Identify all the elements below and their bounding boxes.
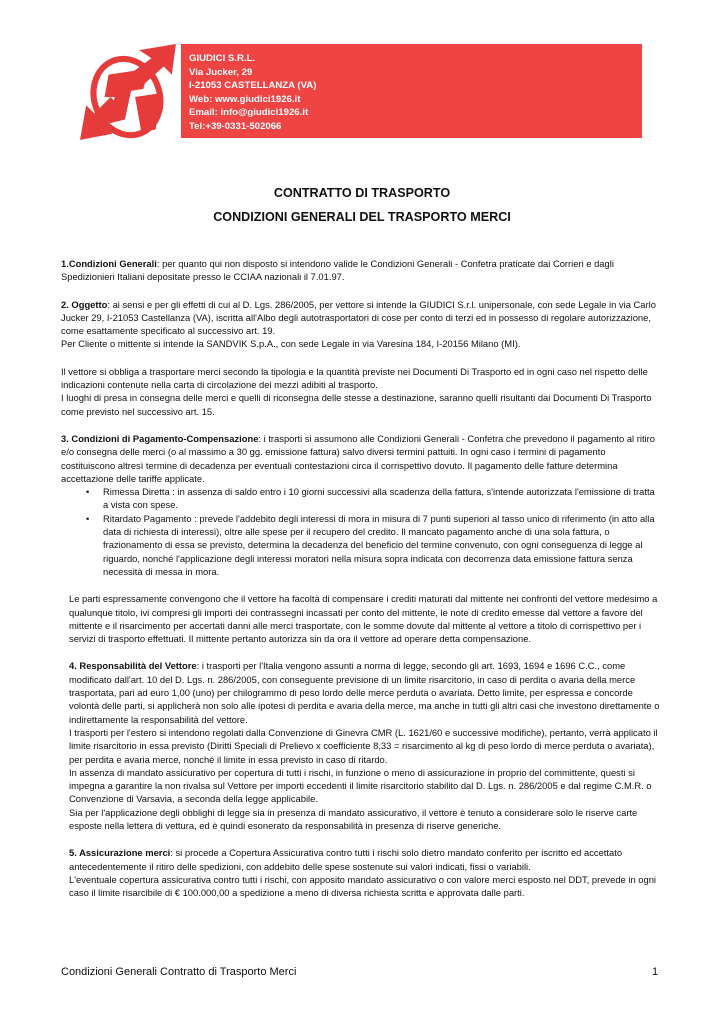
company-email[interactable]: Email: info@giudici1926.it bbox=[189, 107, 309, 119]
company-tel: Tel:+39-0331-502066 bbox=[189, 120, 282, 132]
section-4-heading: 4. Responsabilità del Vettore bbox=[69, 660, 197, 672]
giudici-logo-icon bbox=[78, 44, 180, 146]
section-4-text: : i trasporti per l'Italia vengono assunti a norma di legge, secondo gli art. 1693, 1694 e 1696 C.C., come modificato dall'art. 10 del D. Lgs. n. 286/2005, con conseguente previsione di un limite risarcitorio, in caso di perdita o avaria della merce trasportata, pari ad euro 1,00 (uno) per chilogrammo di peso lordo delle merce perduta o avariata. Detto limite, per espressa e concorde volontà delle parti, si applicherà non solo alle ipotesi di perdita e avaria della merce, ma anche in tutti gli altri casi che investono direttamente o indirettamente la responsabilità del vettore. bbox=[69, 660, 660, 725]
section-2 bbox=[61, 298, 661, 351]
section-1-text: : per quanto qui non disposto si intendono valide le Condizioni Generali - Confetra praticate dai Corrieri e dagli Spedizionieri Italiani depositate presso le CCIAA nazionali il 7.01.97. bbox=[61, 258, 614, 283]
company-address-street: Via Jucker, 29 bbox=[189, 66, 253, 78]
section-4-foreign: I trasporti per l'estero si intendono regolati dalla Convenzione di Ginevra CMR (L. 1621/60 e successive modifiche), pertanto, verrà applicato il limite risarcitorio in essa previsto (Diritti Speciali di Prelievo x coefficiente 8,33 = risarcimento al kg di peso lordo di merce perduta o avariata), per perdita e avaria merce, nonché il limite in essa previsto in caso di ritardo. bbox=[69, 726, 658, 765]
section-2-client: Per Cliente o mittente si intende la SANDVIK S.p.A., con sede Legale in via Varesina 184, I-20156 Milano (MI). bbox=[61, 338, 521, 350]
section-2-text: : ai sensi e per gli effetti di cui al D. Lgs. 286/2005, per vettore si intende la GIUDICI S.r.l. unipersonale, con sede Legale in via Carlo Jucker 29, I-21053 Castellanza (VA), iscritta all'Albo degli autotrasportatori di cose per conto di terzi ed in possesso di regolare autorizzazione, come esattamente specificato al successivo art. 19. bbox=[61, 298, 656, 337]
section-5-heading: 5. Assicurazione merci bbox=[69, 847, 171, 859]
page-number: 1 bbox=[652, 966, 659, 978]
section-5 bbox=[61, 846, 661, 899]
section-3-compensation: Le parti espressamente convengono che il vettore ha facoltà di compensare i crediti maturati dal mittente nei confronti del vettore medesimo a qualunque titolo, ivi compresi gli importi dei contrassegni incassati per conto del mittente, le note di credito emesse dal vettore a favore del mittente e il risarcimento per accertati danni alle merci trasportate, con le somme dovute dal mittente al vettore a titolo di corrispettivo per i servizi di trasporto effettuati. Il mittente pertanto autorizza sin da ora il vettore ad operare detta compensazione. bbox=[69, 593, 658, 645]
company-web[interactable]: Web: www.giudici1926.it bbox=[189, 93, 301, 105]
section-2-paragraph bbox=[61, 365, 661, 418]
company-address-city: I-21053 CASTELLANZA (VA) bbox=[189, 80, 317, 92]
list-item bbox=[61, 485, 661, 512]
section-3 bbox=[61, 432, 661, 485]
company-header bbox=[181, 44, 642, 138]
document-body bbox=[61, 257, 661, 913]
section-4 bbox=[61, 659, 661, 832]
list-item-text: Ritardato Pagamento : prevede l'addebito degli interessi di mora in misura di 7 punti superiori al tasso unico di riferimento (in atto alla data di richiesta di interessi), oltre alle spese per il recupero del credito. Il mancato pagamento anche di una sola fattura, o frazionamento di essa se previsto, determina la decadenza del beneficio del termine convenuto, con ogni conseguenza di legge al riguardo, nonché l'applicazione degli interessi moratori nella misura sopra indicata con decorrenza data emissione fattura senza necessità di messa in mora. bbox=[103, 512, 655, 577]
company-name: GIUDICI S.R.L. bbox=[189, 53, 256, 64]
section-2-obligation: Il vettore si obbliga a trasportare merci secondo la tipologia e la quantità previste nei Documenti Di Trasporto ed in ogni caso nel rispetto delle indicazioni contenute nella carta di circolazione dei mezzi adibiti al trasporto. bbox=[61, 365, 648, 391]
document-subtitle: CONDIZIONI GENERALI DEL TRASPORTO MERCI bbox=[213, 210, 511, 224]
section-3-list bbox=[61, 485, 661, 578]
section-4-reserves: Sia per l'applicazione degli obblighi di legge sia in presenza di mandato assicurativo, il vettore è tenuto a considerare solo le riserve carte esposte nella lettera di vettura, ed è quindi esonerato da responsabilità in presenza di riserve generiche. bbox=[69, 806, 638, 831]
footer-label: Condizioni Generali Contratto di Trasporto Merci bbox=[61, 966, 297, 978]
bullet-icon: • bbox=[86, 486, 90, 498]
section-5-text: : si procede a Copertura Assicurativa contro tutti i rischi solo dietro mandato conferito per iscritto ed accettato antecedentemente il ritiro delle spedizioni, con addebito delle spese sostenute sui valori indicati, fissi o variabili. bbox=[69, 847, 623, 872]
document-title: CONTRATTO DI TRASPORTO bbox=[273, 186, 451, 200]
list-item bbox=[61, 512, 661, 578]
section-3-text: : i trasporti si assumono alle Condizioni Generali - Confetra che prevedono il pagamento al ritiro e/o consegna delle merci (o al massimo a 30 gg. emissione fattura) salvo diversi termini pattuiti. In ogni caso i termini di pagamento costituiscono altresì termine di decadenza per eventuali contestazioni circa il corrispettivo dovuto. Il pagamento delle fatture determina accettazione delle tariffe applicate. bbox=[61, 432, 655, 484]
section-1 bbox=[61, 257, 661, 284]
section-2-heading: 2. Oggetto bbox=[61, 298, 108, 310]
section-3-heading: 3. Condizioni di Pagamento-Compensazione bbox=[61, 432, 259, 444]
section-5-limit: L'eventuale copertura assicurativa contro tutti i rischi, con apposito mandato assicurativo o con valore merci esposto nel DDT, prevede in ogni caso il limite risarcibile di € 100.000,00 a spedizione a meno di diversa richiesta scritta e approvata dalle parti. bbox=[69, 873, 656, 899]
section-1-heading: 1.Condizioni Generali bbox=[61, 258, 157, 269]
section-2-places: I luoghi di presa in consegna delle merci e quelli di riconsegna delle stesse a destinazione, saranno quelli risultanti dai Documenti Di Trasporto come previsto nel successivo art. 15. bbox=[61, 392, 652, 417]
bullet-icon: • bbox=[86, 512, 90, 524]
list-item-text: Rimessa Diretta : in assenza di saldo entro i 10 giorni successivi alla scadenza della fattura, s'intende autorizzata l'emissione di tratta a vista con spese. bbox=[103, 486, 655, 511]
section-4-insurance: In assenza di mandato assicurativo per copertura di tutti i rischi, in funzione o meno di assicurazione in proprio del committente, questi si impegna a garantire la non rivalsa sul Vettore per importi eccedenti il limite risarcitorio stabilito dal D. Lgs. n. 286/2005 e dal regime C.M.R. o Convenzione di Varsavia, a seconda della legge applicabile. bbox=[69, 766, 652, 805]
